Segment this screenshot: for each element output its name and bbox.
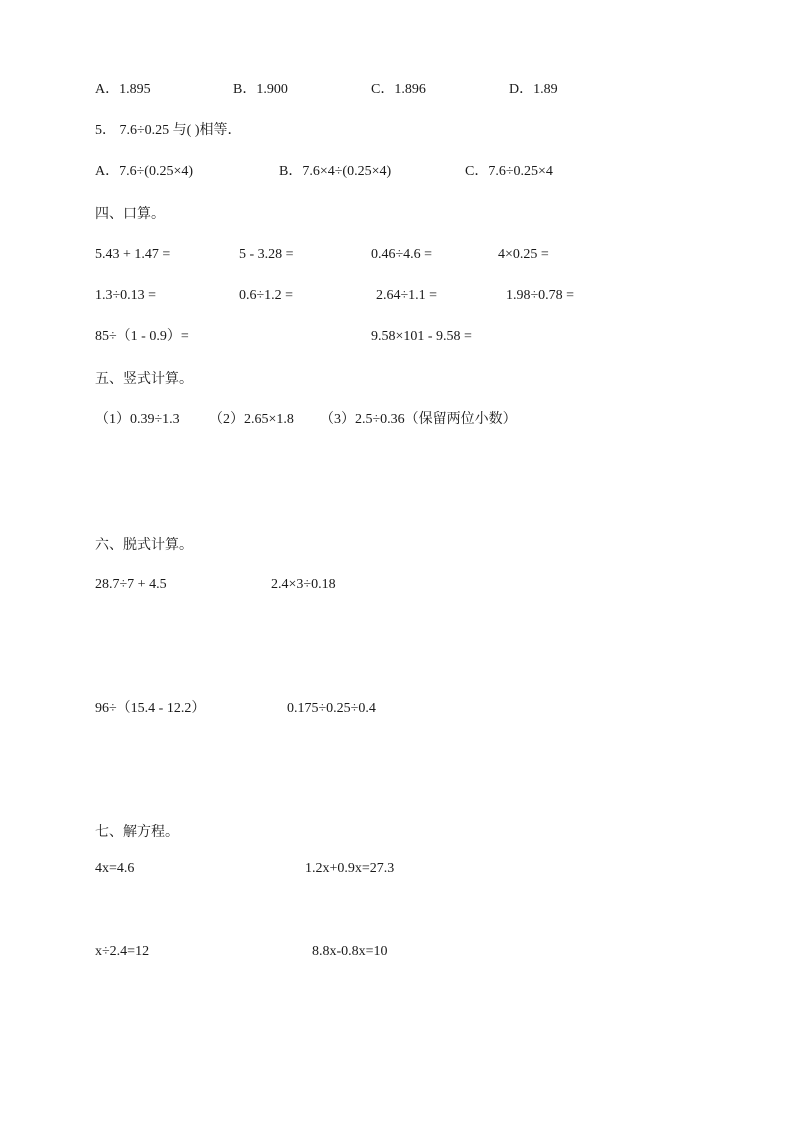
oral-calc-item: 1.98÷0.78 = [506,288,575,303]
oral-calc-item: 5.43 + 1.47 = [95,247,171,262]
oral-calc-item: 0.6÷1.2 = [239,288,294,303]
vertical-calc-item: （2）2.65×1.8 [209,412,294,427]
step-calc-item: 0.175÷0.25÷0.4 [287,701,376,716]
q5-stem: 5． 7.6÷0.25 与( )相等． [95,123,242,138]
equation-item: 1.2x+0.9x=27.3 [305,861,395,876]
vertical-calc-item: （3）2.5÷0.36（保留两位小数） [320,412,517,427]
equation-item: 8.8x-0.8x=10 [312,944,388,959]
equation-item: 4x=4.6 [95,861,135,876]
q4-option-c: C．1.896 [371,82,426,97]
section-6-title: 六、脱式计算。 [95,537,193,553]
q5-option-b: B．7.6×4÷(0.25×4) [279,164,392,179]
q4-option-b: B．1.900 [233,82,288,97]
q4-option-d: D．1.89 [509,82,558,97]
step-calc-item: 28.7÷7 + 4.5 [95,577,167,592]
section-7-title: 七、解方程。 [95,824,179,840]
oral-calc-item: 0.46÷4.6 = [371,247,433,262]
oral-calc-item: 1.3÷0.13 = [95,288,157,303]
q5-option-c: C．7.6÷0.25×4 [465,164,553,179]
oral-calc-item: 9.58×101 - 9.58 = [371,329,472,344]
equation-item: x÷2.4=12 [95,944,150,959]
section-4-title: 四、口算。 [95,206,165,222]
oral-calc-item: 85÷（1 - 0.9）= [95,329,189,344]
section-5-title: 五、竖式计算。 [95,371,193,387]
step-calc-item: 2.4×3÷0.18 [271,577,336,592]
oral-calc-item: 4×0.25 = [498,247,549,262]
step-calc-item: 96÷（15.4 - 12.2） [95,701,206,716]
oral-calc-item: 2.64÷1.1 = [376,288,438,303]
q4-option-a: A．1.895 [95,82,151,97]
vertical-calc-item: （1）0.39÷1.3 [95,412,180,427]
oral-calc-item: 5 - 3.28 = [239,247,294,262]
q5-option-a: A．7.6÷(0.25×4) [95,164,194,179]
